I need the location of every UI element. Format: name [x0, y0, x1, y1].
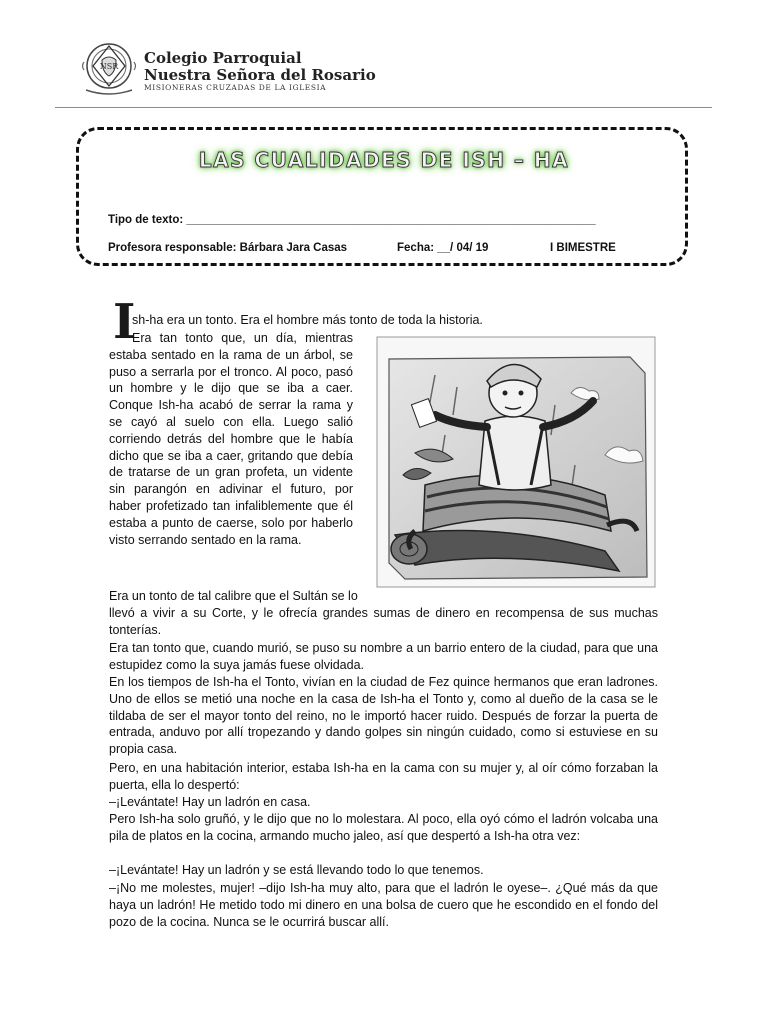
page-title: LAS CUALIDADES DE ISH – HA [198, 148, 570, 172]
story-paragraph-2-line1: Era un tonto de tal calibre que el Sultán se lo [109, 589, 358, 603]
story-paragraph-3: Era tan tonto que, cuando murió, se puso su nombre a un barrio entero de la ciudad, para que una estupidez como la suya jamás fuese olvidada. [109, 641, 658, 672]
school-name-line2: Nuestra Señora del Rosario [144, 66, 376, 84]
story-paragraph-1: Era tan tonto que, un día, mientras estaba sentado en la rama de un árbol, se puso a serrarla por el tronco. Al poco, pasó un hombre y le dijo que se iba a caer. Conque Ish-ha acabó de serrar la rama y se cayó al suelo con ella. Luego salió corriendo detrás del hombre que le había dicho que se iba a caer, gritando que debía de tratarse de un gran profeta, un vidente sin parangón en adivinar el futuro, por haber profetizado tan infaliblemente que él estaba a punto de caerse, solo por haberlo visto serrando sentado en la rama. [109, 331, 353, 547]
story-paragraph-9: –¡No me molestes, mujer! –dijo Ish-ha muy alto, para que el ladrón le oyese–. ¿Qué más da que haya un ladrón! He metido todo mi dinero en una bolsa de cuero que he escondido en el fondo del pozo de la cocina. Nunca se le ocurrirá buscar allí. [109, 881, 658, 929]
tipo-de-texto-line: Tipo de texto: ________________________________________________________________ [108, 214, 596, 226]
story-dialogue-2: –¡Levántate! Hay un ladrón y se está llevando todo lo que tenemos. [109, 863, 484, 877]
man-falling-from-branch-illustration [375, 335, 659, 591]
svg-text:NSR: NSR [99, 62, 119, 71]
story-paragraph-2: llevó a vivir a su Corte, y le ofrecía grandes sumas de dinero en recompensa de sus muchas tonterías. [109, 606, 658, 637]
story-dialogue-1: –¡Levántate! Hay un ladrón en casa. [109, 795, 311, 809]
fecha-label: Fecha: __/ 04/ 19 [397, 242, 489, 254]
story-first-line: sh-ha era un tonto. Era el hombre más tonto de toda la historia. [132, 313, 483, 327]
story-paragraph-5: Pero, en una habitación interior, estaba Ish-ha en la cama con su mujer y, al oír cómo forzaban la puerta, ella lo despertó: [109, 761, 658, 792]
story-paragraph-4: En los tiempos de Ish-ha el Tonto, vivían en la ciudad de Fez quince hermanos que eran ladrones. Uno de ellos se metió una noche en la casa de Ish-ha el Tonto y, como al dueño de la casa se le tildaba de ser el mayor tonto del reino, no le importó hacer ruido. Después de forzar la puerta de entrada, anduvo por allí tropezando y dando golpes sin ningún cuidado, como si estuviese en su propia casa. [109, 675, 658, 757]
school-name [144, 50, 376, 84]
profesora-label: Profesora responsable: Bárbara Jara Casas [108, 242, 348, 254]
school-name-line1: Colegio Parroquial [144, 49, 302, 67]
school-header [80, 38, 720, 104]
school-subtitle: MISIONERAS CRUZADAS DE LA IGLESIA [144, 83, 327, 92]
story-paragraph-7: Pero Ish-ha solo gruñó, y le dijo que no lo molestara. Al poco, ella oyó cómo el ladrón volcaba una pila de platos en la cocina, armando mucho jaleo, así que despertó a Ish-ha otra vez: [109, 812, 658, 843]
header-divider [55, 107, 712, 108]
school-crest-icon [80, 38, 138, 100]
bimestre-label: I BIMESTRE [550, 242, 616, 254]
drop-cap: I [113, 294, 136, 350]
